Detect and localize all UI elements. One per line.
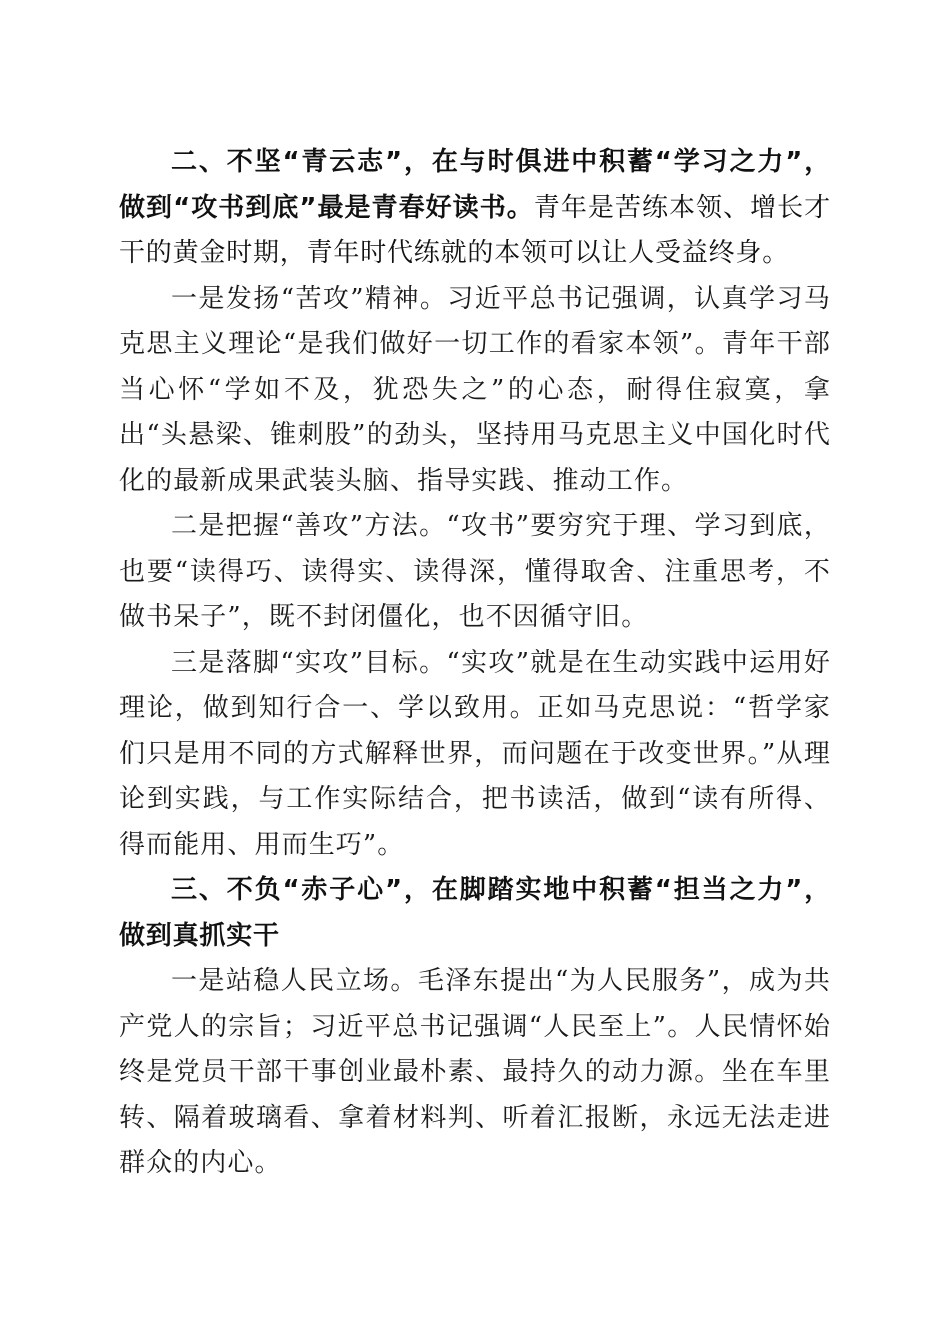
document-body xyxy=(119,140,831,1187)
point-2-1-paragraph: 一是发扬“苦攻”精神。习近平总书记强调，认真学习马克思主义理论“是我们做好一切工作的看家本领”。青年干部当心怀“学如不及，犹恐失之”的心态，耐得住寂寞，拿出“头悬梁、锥刺股”的劲头，坚持用马克思主义中国化时代化的最新成果武装头脑、指导实践、推动工作。 xyxy=(119,283,831,496)
point-2-2-paragraph: 二是把握“善攻”方法。“攻书”要穷究于理、学习到底，也要“读得巧、读得实、读得深，懂得取舍、注重思考，不做书呆子”，既不封闭僵化，也不因循守旧。 xyxy=(119,511,831,632)
section-2-heading: 二、不坚“青云志”，在与时俱进中积蓄“学习之力”，做到“攻书到底”最是青春好读书。 xyxy=(119,147,831,223)
point-2-3-paragraph: 三是落脚“实攻”目标。“实攻”就是在生动实践中运用好理论，做到知行合一、学以致用。正如马克思说：“哲学家们只是用不同的方式解释世界，而问题在于改变世界。”从理论到实践，与工作实际结合，把书读活，做到“读有所得、得而能用、用而生巧”。 xyxy=(119,647,831,860)
section-2-paragraph xyxy=(119,140,831,277)
section-3-heading: 三、不负“赤子心”，在脚踏实地中积蓄“担当之力”，做到真抓实干 xyxy=(119,875,831,951)
point-3-1-paragraph: 一是站稳人民立场。毛泽东提出“为人民服务”，成为共产党人的宗旨；习近平总书记强调“人民至上”。人民情怀始终是党员干部干事创业最朴素、最持久的动力源。坐在车里转、隔着玻璃看、拿着材料判、听着汇报断，永远无法走进群众的内心。 xyxy=(119,966,831,1178)
section-2-intro: 青年是苦练本领、增长才干的黄金时期，青年时代练就的本领可以让人受益终身。 xyxy=(119,192,831,268)
